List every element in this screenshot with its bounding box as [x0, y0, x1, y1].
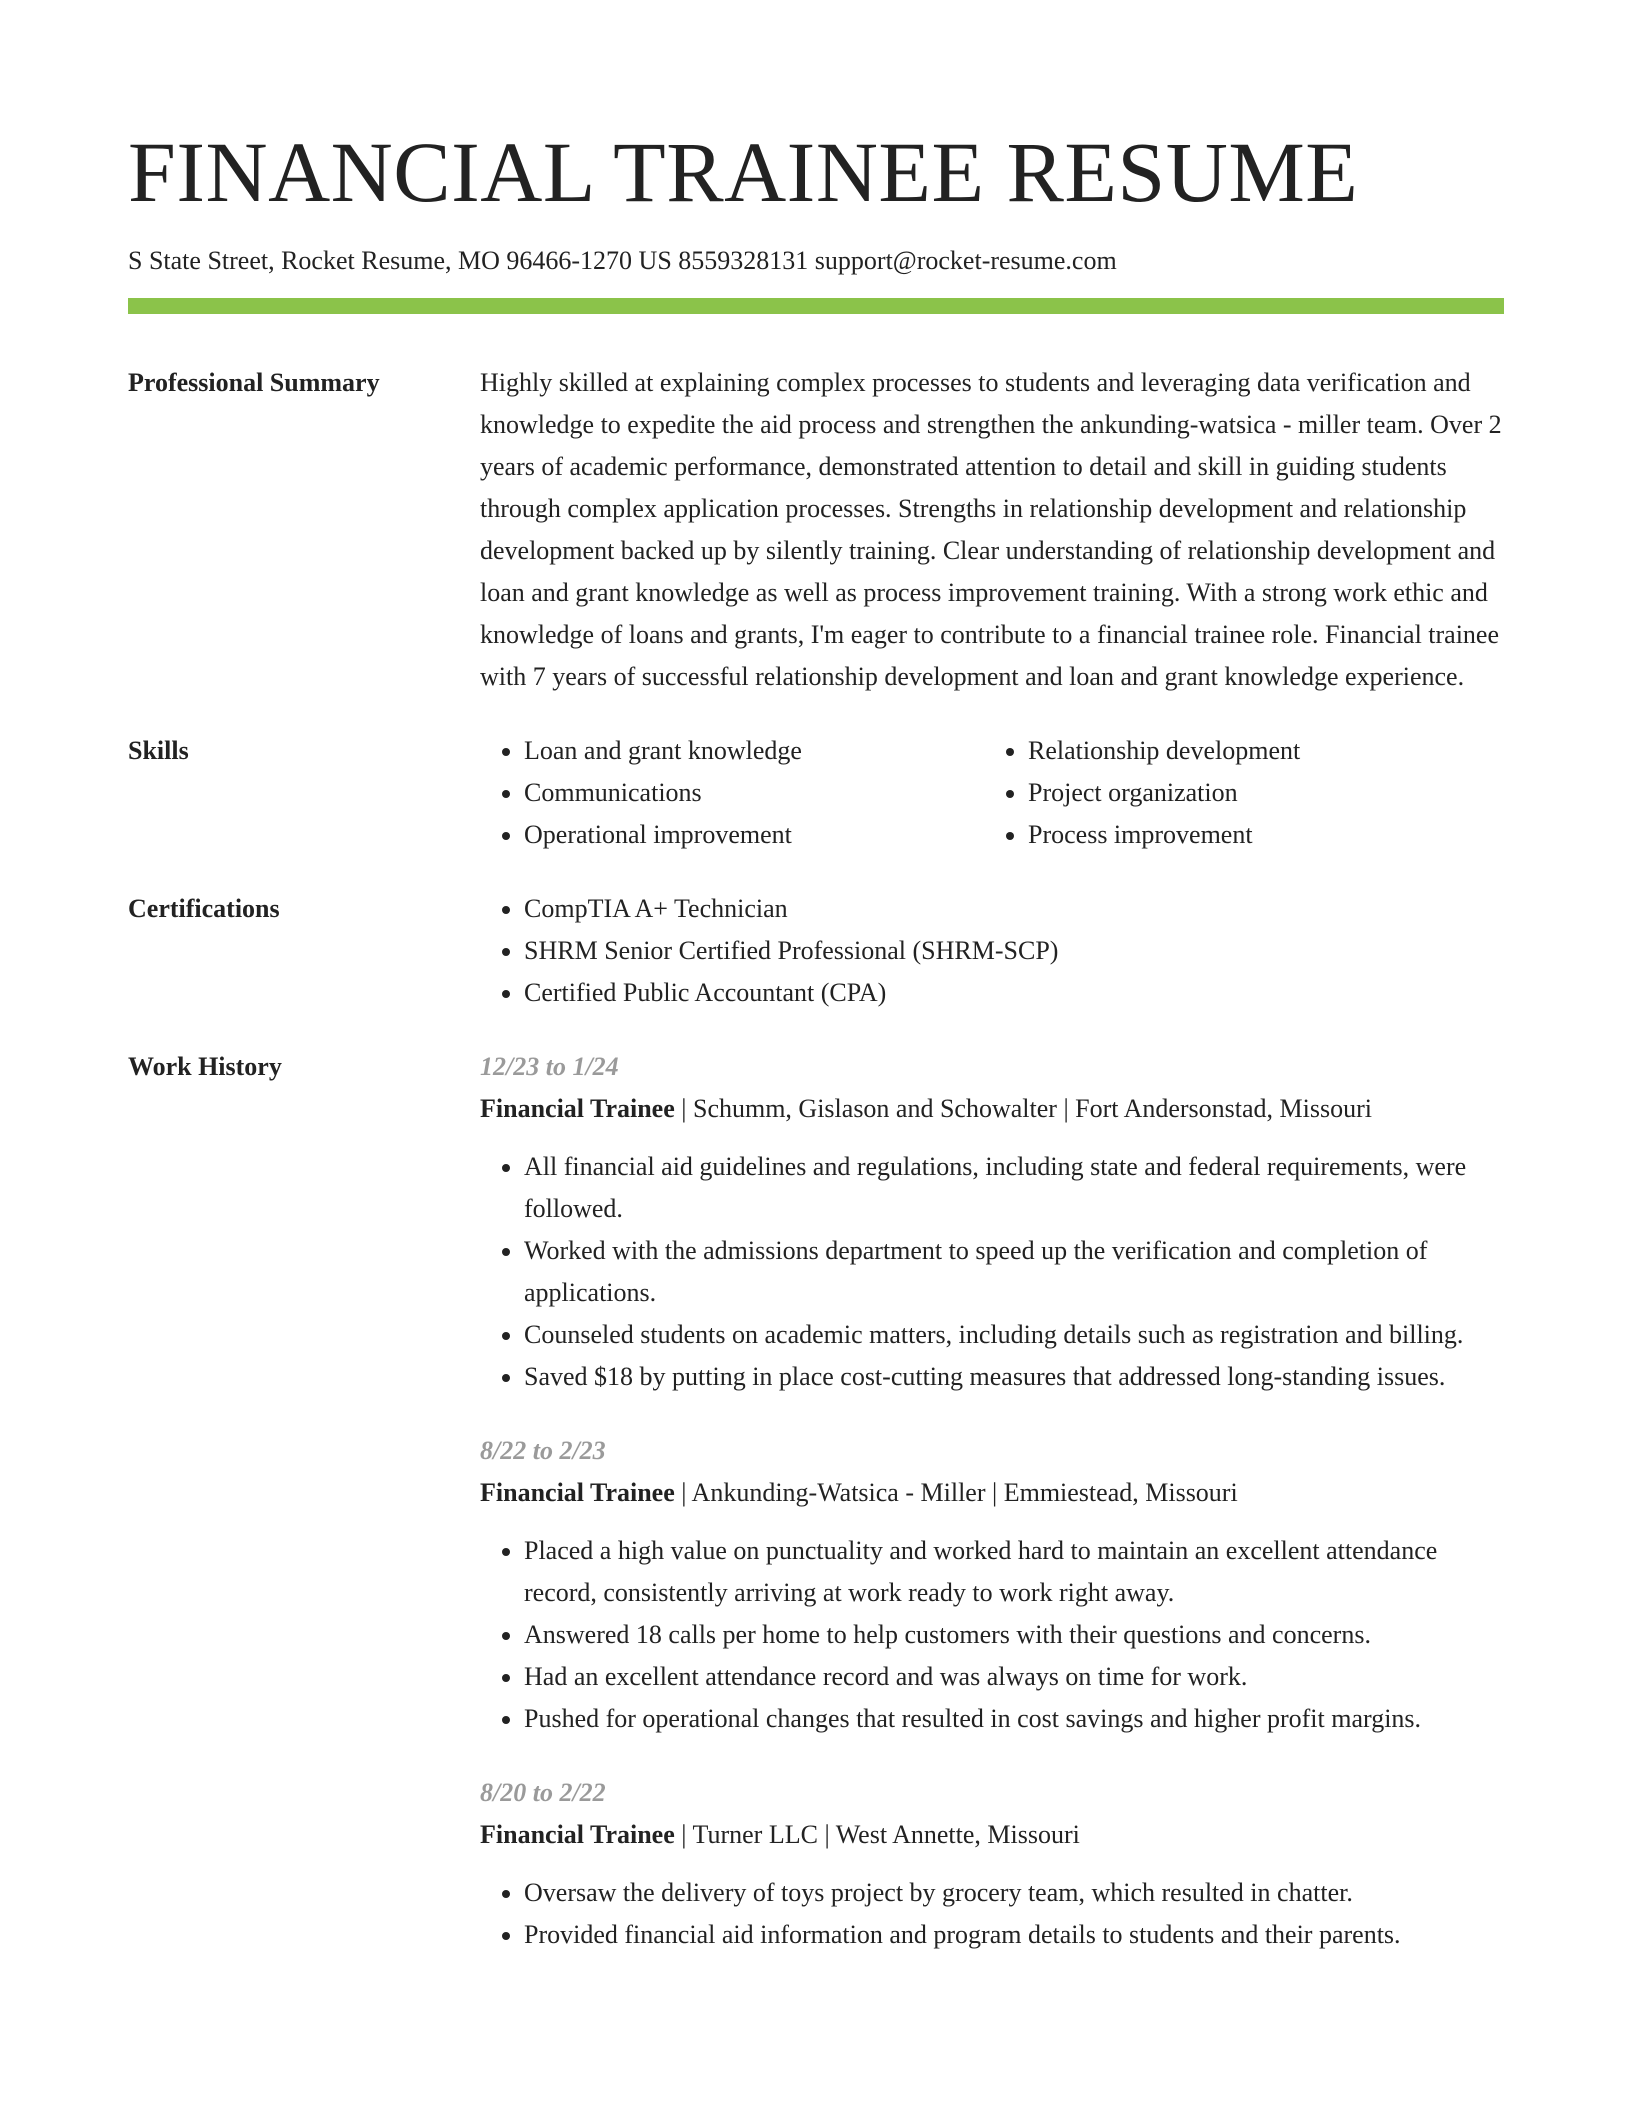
job-dates: 8/22 to 2/23: [480, 1436, 606, 1465]
job-dates: 12/23 to 1/24: [480, 1052, 619, 1081]
resume-sections: [128, 362, 1504, 1956]
job-bullet: • Counseled students on academic matters, including details such as registration and billing.: [524, 1314, 1504, 1356]
certification-item: • CompTIA A+ Technician: [524, 888, 1504, 930]
summary-text: Highly skilled at explaining complex processes to students and leveraging data verification and knowledge to expedite the aid process and strengthen the ankunding-watsica - miller team. Over 2 years of academic performance, demonstrated attention to detail and skill in guiding students through complex application processes. Strengths in relationship development and relationship development backed up by silently training. Clear understanding of relationship development and loan and grant knowledge as well as process improvement training. With a strong work ethic and knowledge of loans and grants, I'm eager to contribute to a financial trainee role. Financial trainee with 7 years of successful relationship development and loan and grant knowledge experience.: [480, 368, 1502, 691]
skills-column-right: [984, 730, 1488, 856]
work-history-section: [128, 1046, 1504, 1956]
work-history-label: Work History: [128, 1052, 282, 1081]
job-company: Turner LLC: [692, 1820, 818, 1849]
job-title: Financial Trainee: [480, 1820, 675, 1849]
job-heading: [480, 1472, 1504, 1514]
job-heading: [480, 1814, 1504, 1856]
job-bullet: • Pushed for operational changes that resulted in cost savings and higher profit margins.: [524, 1698, 1504, 1740]
job-bullet: • Saved $18 by putting in place cost-cutting measures that addressed long-standing issues.: [524, 1356, 1504, 1398]
job-bullets: [480, 1146, 1504, 1398]
skills-column-left: [480, 730, 984, 856]
job-separator: |: [674, 1478, 692, 1507]
job-location: West Annette, Missouri: [835, 1820, 1080, 1849]
skills-body: [480, 730, 1504, 856]
job-company: Ankunding-Watsica - Miller: [691, 1478, 986, 1507]
job-title: Financial Trainee: [480, 1094, 675, 1123]
job-company: Schumm, Gislason and Schowalter: [692, 1094, 1057, 1123]
job-separator: |: [817, 1820, 836, 1849]
certifications-list: [480, 888, 1504, 1014]
job-bullet: • Worked with the admissions department to speed up the verification and completion of applications.: [524, 1230, 1504, 1314]
skills-list-left: [480, 730, 984, 856]
job-entry: [480, 1772, 1504, 1956]
certification-item: • Certified Public Accountant (CPA): [524, 972, 1504, 1014]
work-history-body: [480, 1046, 1504, 1956]
summary-section: [128, 362, 1504, 698]
job-bullet: • Placed a high value on punctuality and worked hard to maintain an excellent attendance record, consistently arriving at work ready to work right away.: [524, 1530, 1504, 1614]
job-separator: |: [674, 1094, 693, 1123]
job-bullet: • Answered 18 calls per home to help customers with their questions and concerns.: [524, 1614, 1504, 1656]
job-separator: |: [1056, 1094, 1076, 1123]
summary-label: Professional Summary: [128, 368, 380, 397]
job-separator: |: [985, 1478, 1004, 1507]
job-heading: [480, 1088, 1504, 1130]
header-divider: [128, 298, 1504, 314]
job-dates: 8/20 to 2/22: [480, 1778, 606, 1807]
certification-item: • SHRM Senior Certified Professional (SHRM-SCP): [524, 930, 1504, 972]
resume-page: [128, 0, 1504, 1956]
skill-item: • Operational improvement: [524, 814, 984, 856]
job-bullet: • Oversaw the delivery of toys project by grocery team, which resulted in chatter.: [524, 1872, 1504, 1914]
skill-item: • Project organization: [1028, 772, 1488, 814]
skill-item: • Communications: [524, 772, 984, 814]
certifications-body: [480, 888, 1504, 1014]
skill-item: • Relationship development: [1028, 730, 1488, 772]
summary-body: [480, 362, 1504, 698]
job-bullet: • All financial aid guidelines and regulations, including state and federal requirements, were followed.: [524, 1146, 1504, 1230]
skills-grid: [480, 730, 1504, 856]
certifications-label: Certifications: [128, 894, 280, 923]
job-location: Fort Andersonstad, Missouri: [1075, 1094, 1372, 1123]
job-entry: [480, 1046, 1504, 1398]
job-separator: |: [674, 1820, 693, 1849]
skills-label: Skills: [128, 736, 189, 765]
skill-item: • Process improvement: [1028, 814, 1488, 856]
job-bullets: [480, 1530, 1504, 1740]
skills-section: [128, 730, 1504, 856]
job-bullet: • Had an excellent attendance record and was always on time for work.: [524, 1656, 1504, 1698]
job-bullets: [480, 1872, 1504, 1956]
job-entry: [480, 1430, 1504, 1740]
skill-item: • Loan and grant knowledge: [524, 730, 984, 772]
resume-title: FINANCIAL TRAINEE RESUME: [128, 124, 1359, 220]
contact-line: S State Street, Rocket Resume, MO 96466-1270 US 8559328131 support@rocket-resume.com: [128, 246, 1117, 275]
skills-list-right: [984, 730, 1488, 856]
job-bullet: • Provided financial aid information and program details to students and their parents.: [524, 1914, 1504, 1956]
certifications-section: [128, 888, 1504, 1014]
job-title: Financial Trainee: [480, 1478, 675, 1507]
job-location: Emmiestead, Missouri: [1003, 1478, 1238, 1507]
